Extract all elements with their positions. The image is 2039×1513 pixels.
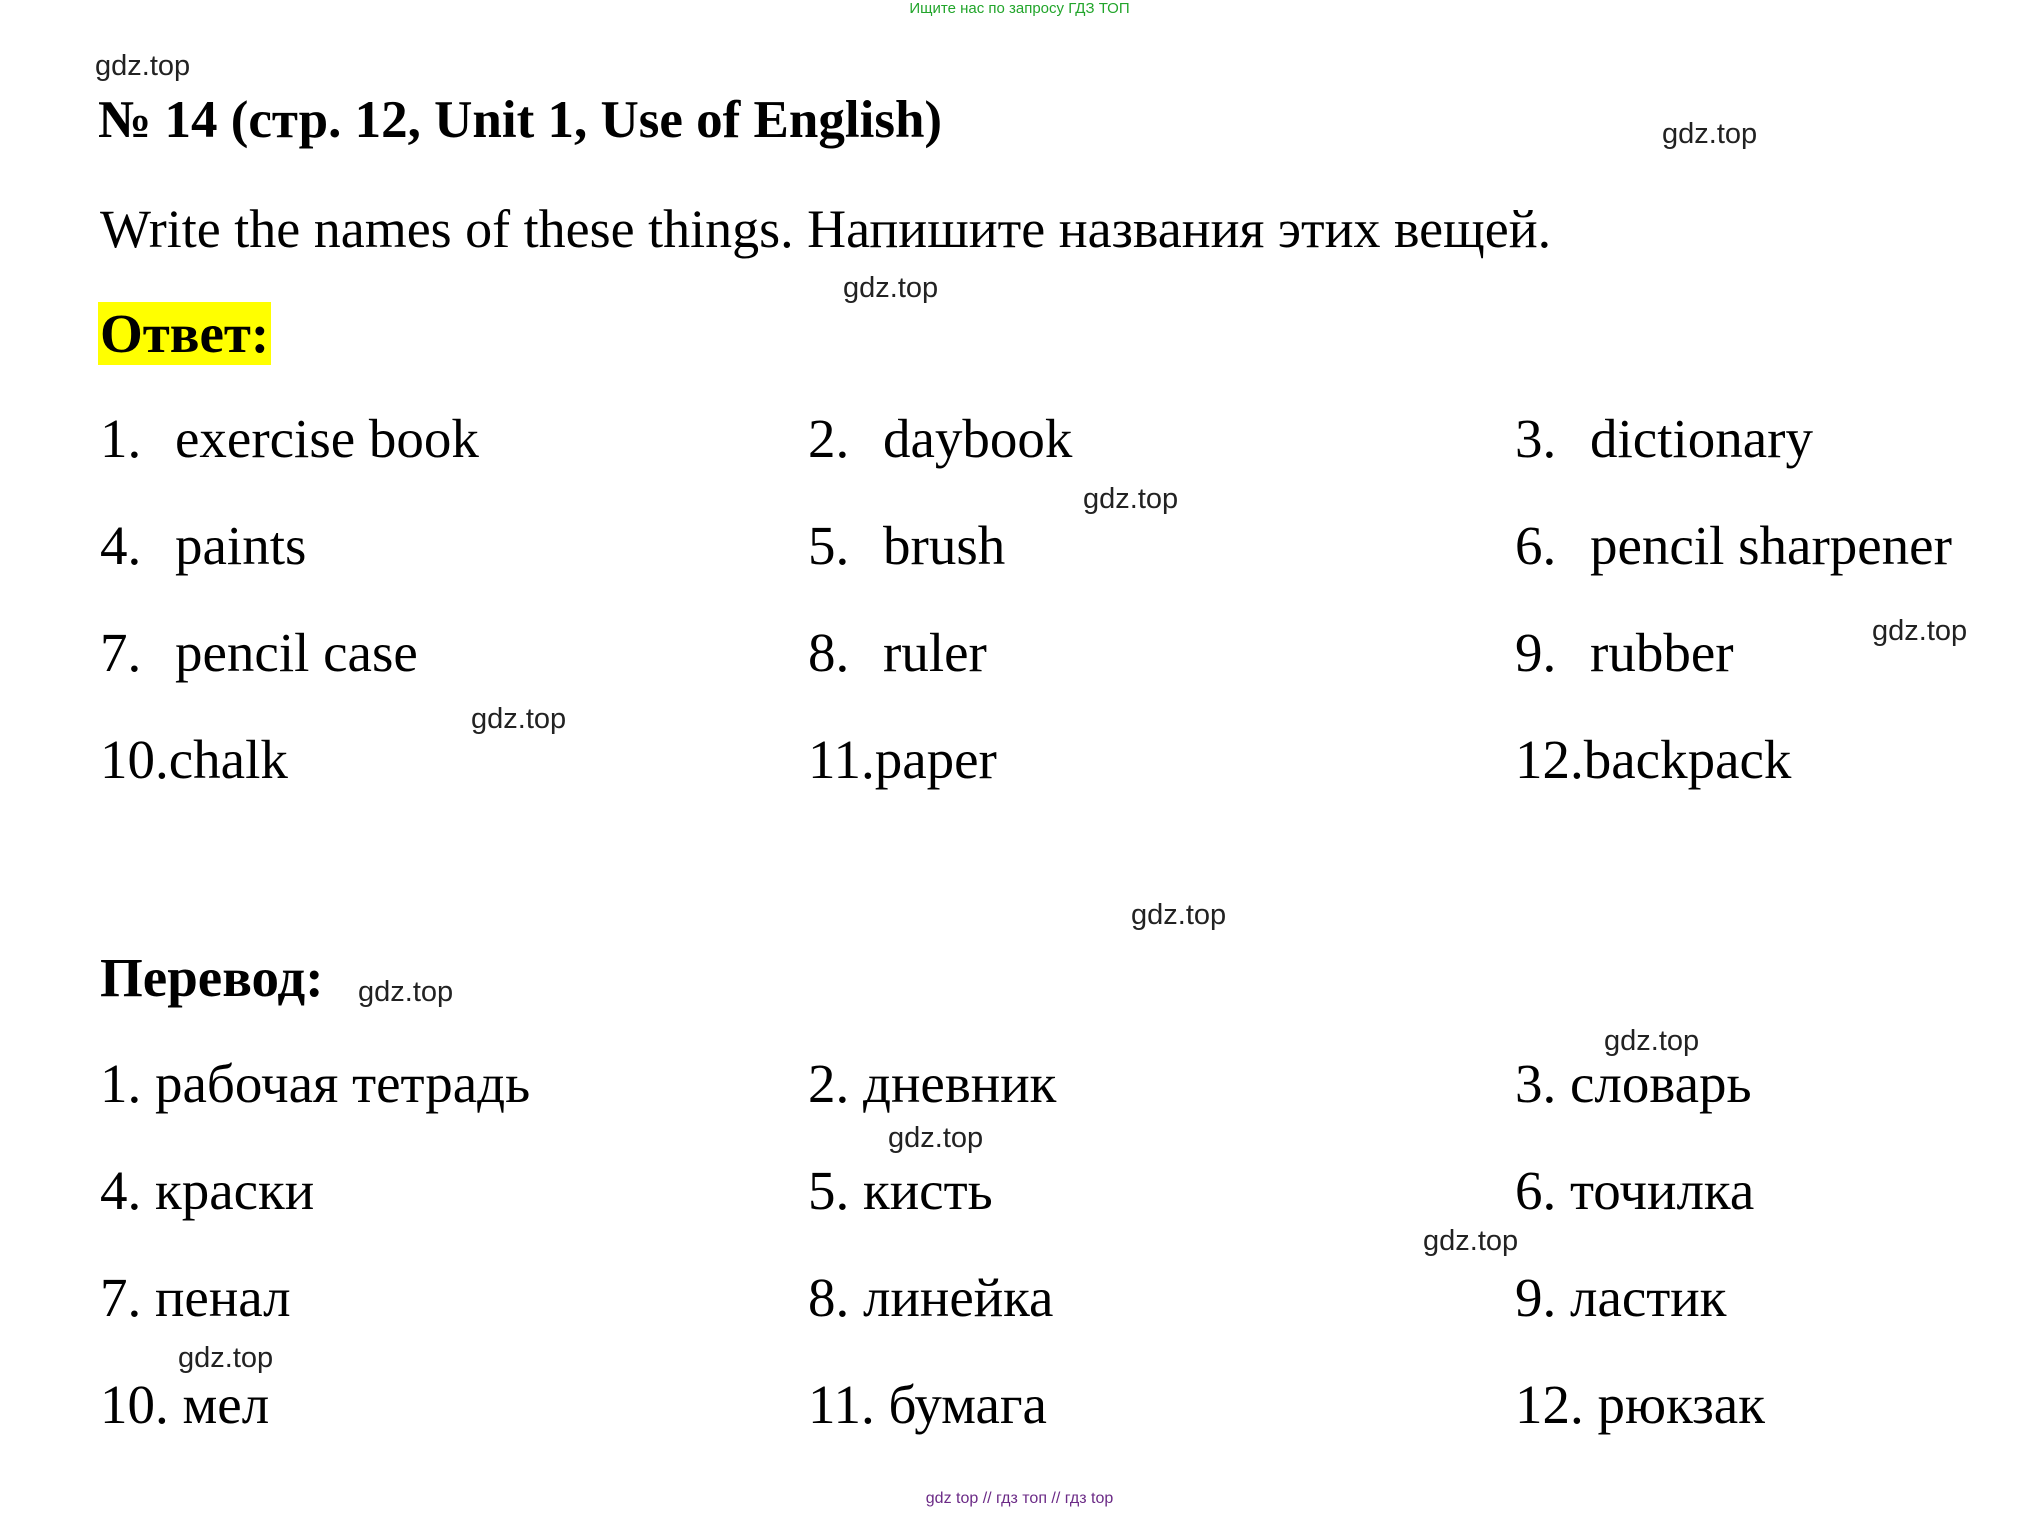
- translation-number: 6.: [1515, 1160, 1557, 1221]
- answer-text: exercise book: [175, 408, 479, 469]
- translation-number: 4.: [100, 1160, 142, 1221]
- translation-text: ластик: [1570, 1267, 1727, 1328]
- answer-text: ruler: [883, 622, 987, 683]
- answer-text: chalk: [168, 729, 288, 790]
- answer-number: 9.: [1515, 622, 1557, 683]
- watermark: gdz.top: [1131, 899, 1227, 931]
- translation-number: 1.: [100, 1053, 142, 1114]
- answer-text: rubber: [1590, 622, 1734, 683]
- answer-item: [808, 514, 1005, 577]
- answer-number: 11.: [808, 729, 875, 790]
- translation-number: 5.: [808, 1160, 850, 1221]
- answer-text: brush: [883, 515, 1006, 576]
- translation-item: [808, 1159, 993, 1222]
- answer-number: 6.: [1515, 515, 1557, 576]
- answer-item: [1515, 621, 1734, 684]
- instruction: Write the names of these things. Напишите названия этих вещей.: [100, 199, 1552, 259]
- watermark: gdz.top: [1423, 1225, 1519, 1257]
- answer-number: 1.: [100, 408, 142, 469]
- translation-number: 8.: [808, 1267, 850, 1328]
- translation-item: [1515, 1266, 1726, 1329]
- answer-item: [808, 621, 987, 684]
- answer-text: backpack: [1583, 729, 1792, 790]
- translation-number: 11.: [808, 1374, 875, 1435]
- top-banner: Ищите нас по запросу ГДЗ ТОП: [909, 0, 1130, 17]
- answer-item: [808, 407, 1072, 470]
- translation-text: дневник: [863, 1053, 1057, 1114]
- translation-item: [808, 1373, 1047, 1436]
- answer-item: [1515, 514, 1952, 577]
- answer-item: [100, 407, 479, 470]
- translation-item: [100, 1266, 291, 1329]
- translation-item: [1515, 1159, 1754, 1222]
- translation-text: рюкзак: [1597, 1374, 1765, 1435]
- watermark: gdz.top: [1662, 118, 1758, 150]
- translation-number: 7.: [100, 1267, 142, 1328]
- translation-text: рабочая тетрадь: [155, 1053, 531, 1114]
- translation-item: [100, 1052, 530, 1115]
- answer-number: 12.: [1515, 729, 1584, 790]
- watermark: gdz.top: [1604, 1025, 1700, 1057]
- answer-number: 10.: [100, 729, 169, 790]
- translation-item: [1515, 1052, 1752, 1115]
- answer-number: 2.: [808, 408, 850, 469]
- answer-item: [100, 621, 418, 684]
- translation-number: 12.: [1515, 1374, 1584, 1435]
- answer-number: 3.: [1515, 408, 1557, 469]
- answer-number: 5.: [808, 515, 850, 576]
- translation-text: линейка: [863, 1267, 1054, 1328]
- watermark: gdz.top: [178, 1342, 274, 1374]
- watermark: gdz.top: [1872, 615, 1968, 647]
- answer-text: paper: [874, 729, 997, 790]
- translation-number: 10.: [100, 1374, 169, 1435]
- watermark: gdz.top: [358, 976, 454, 1008]
- answer-text: paints: [175, 515, 307, 576]
- answer-number: 8.: [808, 622, 850, 683]
- answer-item: [808, 728, 997, 791]
- footer: gdz top // гдз топ // гдз top: [925, 1490, 1114, 1507]
- watermark: gdz.top: [1083, 483, 1179, 515]
- answer-number: 4.: [100, 515, 142, 576]
- page-title: № 14 (стр. 12, Unit 1, Use of English): [98, 91, 943, 149]
- translation-text: пенал: [155, 1267, 291, 1328]
- watermark: gdz.top: [471, 703, 567, 735]
- answer-item: [100, 514, 306, 577]
- answer-item: [1515, 407, 1813, 470]
- translation-text: мел: [182, 1374, 270, 1435]
- translation-number: 2.: [808, 1053, 850, 1114]
- answer-item: [1515, 728, 1791, 791]
- translation-text: словарь: [1570, 1053, 1752, 1114]
- answer-text: dictionary: [1590, 408, 1813, 469]
- translation-text: бумага: [888, 1374, 1047, 1435]
- watermark: gdz.top: [843, 272, 939, 304]
- answer-number: 7.: [100, 622, 142, 683]
- translation-item: [808, 1052, 1056, 1115]
- translation-text: краски: [155, 1160, 315, 1221]
- translation-item: [1515, 1373, 1765, 1436]
- translation-text: кисть: [863, 1160, 993, 1221]
- translation-item: [100, 1159, 314, 1222]
- answer-label: Ответ:: [100, 303, 270, 364]
- answer-text: daybook: [883, 408, 1073, 469]
- answer-item: [100, 728, 288, 791]
- translation-text: точилка: [1570, 1160, 1755, 1221]
- watermark: gdz.top: [95, 50, 191, 82]
- answer-text: pencil sharpener: [1590, 515, 1952, 576]
- translation-number: 3.: [1515, 1053, 1557, 1114]
- translation-item: [100, 1373, 269, 1436]
- translation-number: 9.: [1515, 1267, 1557, 1328]
- translation-label: Перевод:: [100, 947, 324, 1008]
- watermark: gdz.top: [888, 1122, 984, 1154]
- translation-item: [808, 1266, 1053, 1329]
- answer-text: pencil case: [175, 622, 418, 683]
